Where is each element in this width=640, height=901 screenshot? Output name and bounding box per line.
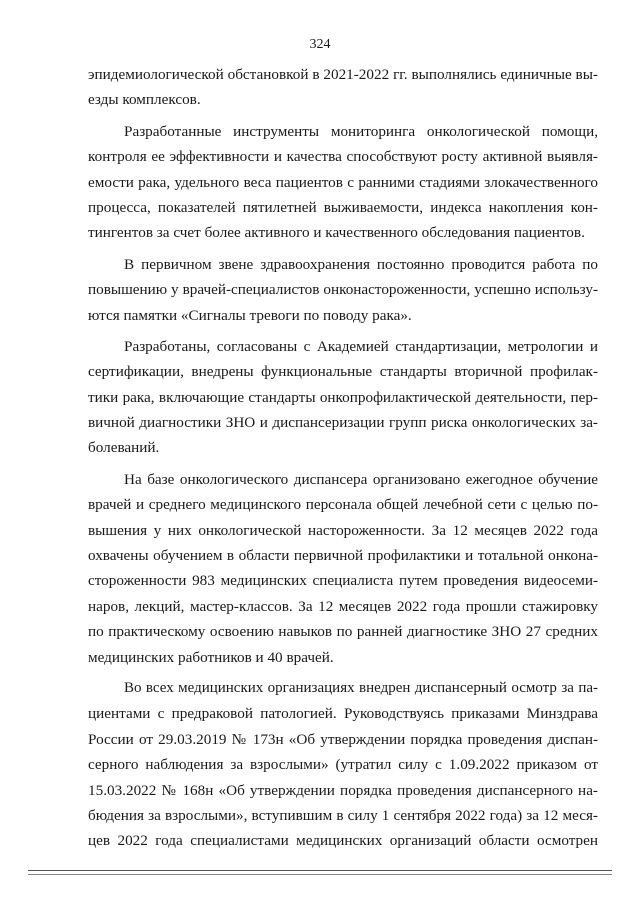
text-line: контроля ее эффективности и качества способствуют росту активной выявля- <box>88 148 598 166</box>
text-line: болеваний. <box>88 439 160 457</box>
page-bottom-rule-secondary <box>28 874 612 875</box>
paragraph <box>88 467 598 670</box>
text-line: сертификации, внедрены функциональные стандарты вторичной профилак- <box>88 363 598 381</box>
text-line: Разработанные инструменты мониторинга онкологической помощи, <box>124 122 598 140</box>
text-line: наров, лекций, мастер-классов. За 12 месяцев 2022 года прошли стажировку <box>88 597 598 615</box>
page-bottom-rule <box>28 870 612 871</box>
document-body <box>88 62 598 854</box>
paragraph <box>88 334 598 461</box>
text-line: бюдения за взрослыми», вступившим в силу 1 сентября 2022 года) за 12 меся- <box>88 806 598 824</box>
text-line: На базе онкологического диспансера организовано ежегодное обучение <box>124 470 598 488</box>
text-line: вышения у них онкологической настороженности. За 12 месяцев 2022 года <box>88 521 598 539</box>
page-number: 324 <box>309 37 331 52</box>
text-line: охвачены обучением в области первичной профилактики и тотальной онкона- <box>88 547 598 565</box>
text-line: России от 29.03.2019 № 173н «Об утверждении порядка проведения диспан- <box>88 730 598 748</box>
text-line: процесса, показателей пятилетней выживаемости, индекса накопления кон- <box>88 198 598 216</box>
text-line: тики рака, включающие стандарты онкопрофилактической деятельности, пер- <box>88 388 598 406</box>
paragraph <box>88 62 598 113</box>
text-line: Разработаны, согласованы с Академией стандартизации, метрологии и <box>124 337 598 355</box>
paragraph <box>88 676 598 854</box>
text-line: серного наблюдения за взрослыми» (утратил силу с 1.09.2022 приказом от <box>88 756 598 774</box>
text-line: Во всех медицинских организациях внедрен диспансерный осмотр за па- <box>124 679 598 696</box>
text-line: циентами с предраковой патологией. Руководствуясь приказами Минздрава <box>88 705 598 723</box>
text-line: медицинских работников и 40 врачей. <box>88 648 334 666</box>
text-line: вичной диагностики ЗНО и диспансеризации групп риска онкологических за- <box>88 414 598 432</box>
paragraph <box>88 119 598 246</box>
text-line: по практическому освоению навыков по ранней диагностике ЗНО 27 средних <box>88 623 598 641</box>
text-line: повышению у врачей-специалистов онконастороженности, успешно использу- <box>88 281 598 299</box>
text-line: врачей и среднего медицинского персонала общей лечебной сети с целью по- <box>88 496 598 514</box>
text-line: тингентов за счет более активного и качественного обследования пациентов. <box>88 224 585 242</box>
text-line: емости рака, удельного веса пациентов с ранними стадиями злокачественного <box>88 173 598 191</box>
text-line: эпидемиологической обстановкой в 2021-2022 гг. выполнялись единичные вы- <box>88 66 598 83</box>
text-line: ются памятки «Сигналы тревоги по поводу рака». <box>88 306 412 324</box>
paragraph <box>88 252 598 328</box>
text-line: В первичном звене здравоохранения постоянно проводится работа по <box>124 255 598 273</box>
text-line: езды комплексов. <box>88 91 201 109</box>
text-line: 15.03.2022 № 168н «Об утверждении порядка проведения диспансерного на- <box>88 781 598 799</box>
text-line: стороженности 983 медицинских специалиста путем проведения видеосеми- <box>88 572 598 590</box>
text-line: цев 2022 года специалистами медицинских организаций области осмотрен <box>88 832 598 850</box>
